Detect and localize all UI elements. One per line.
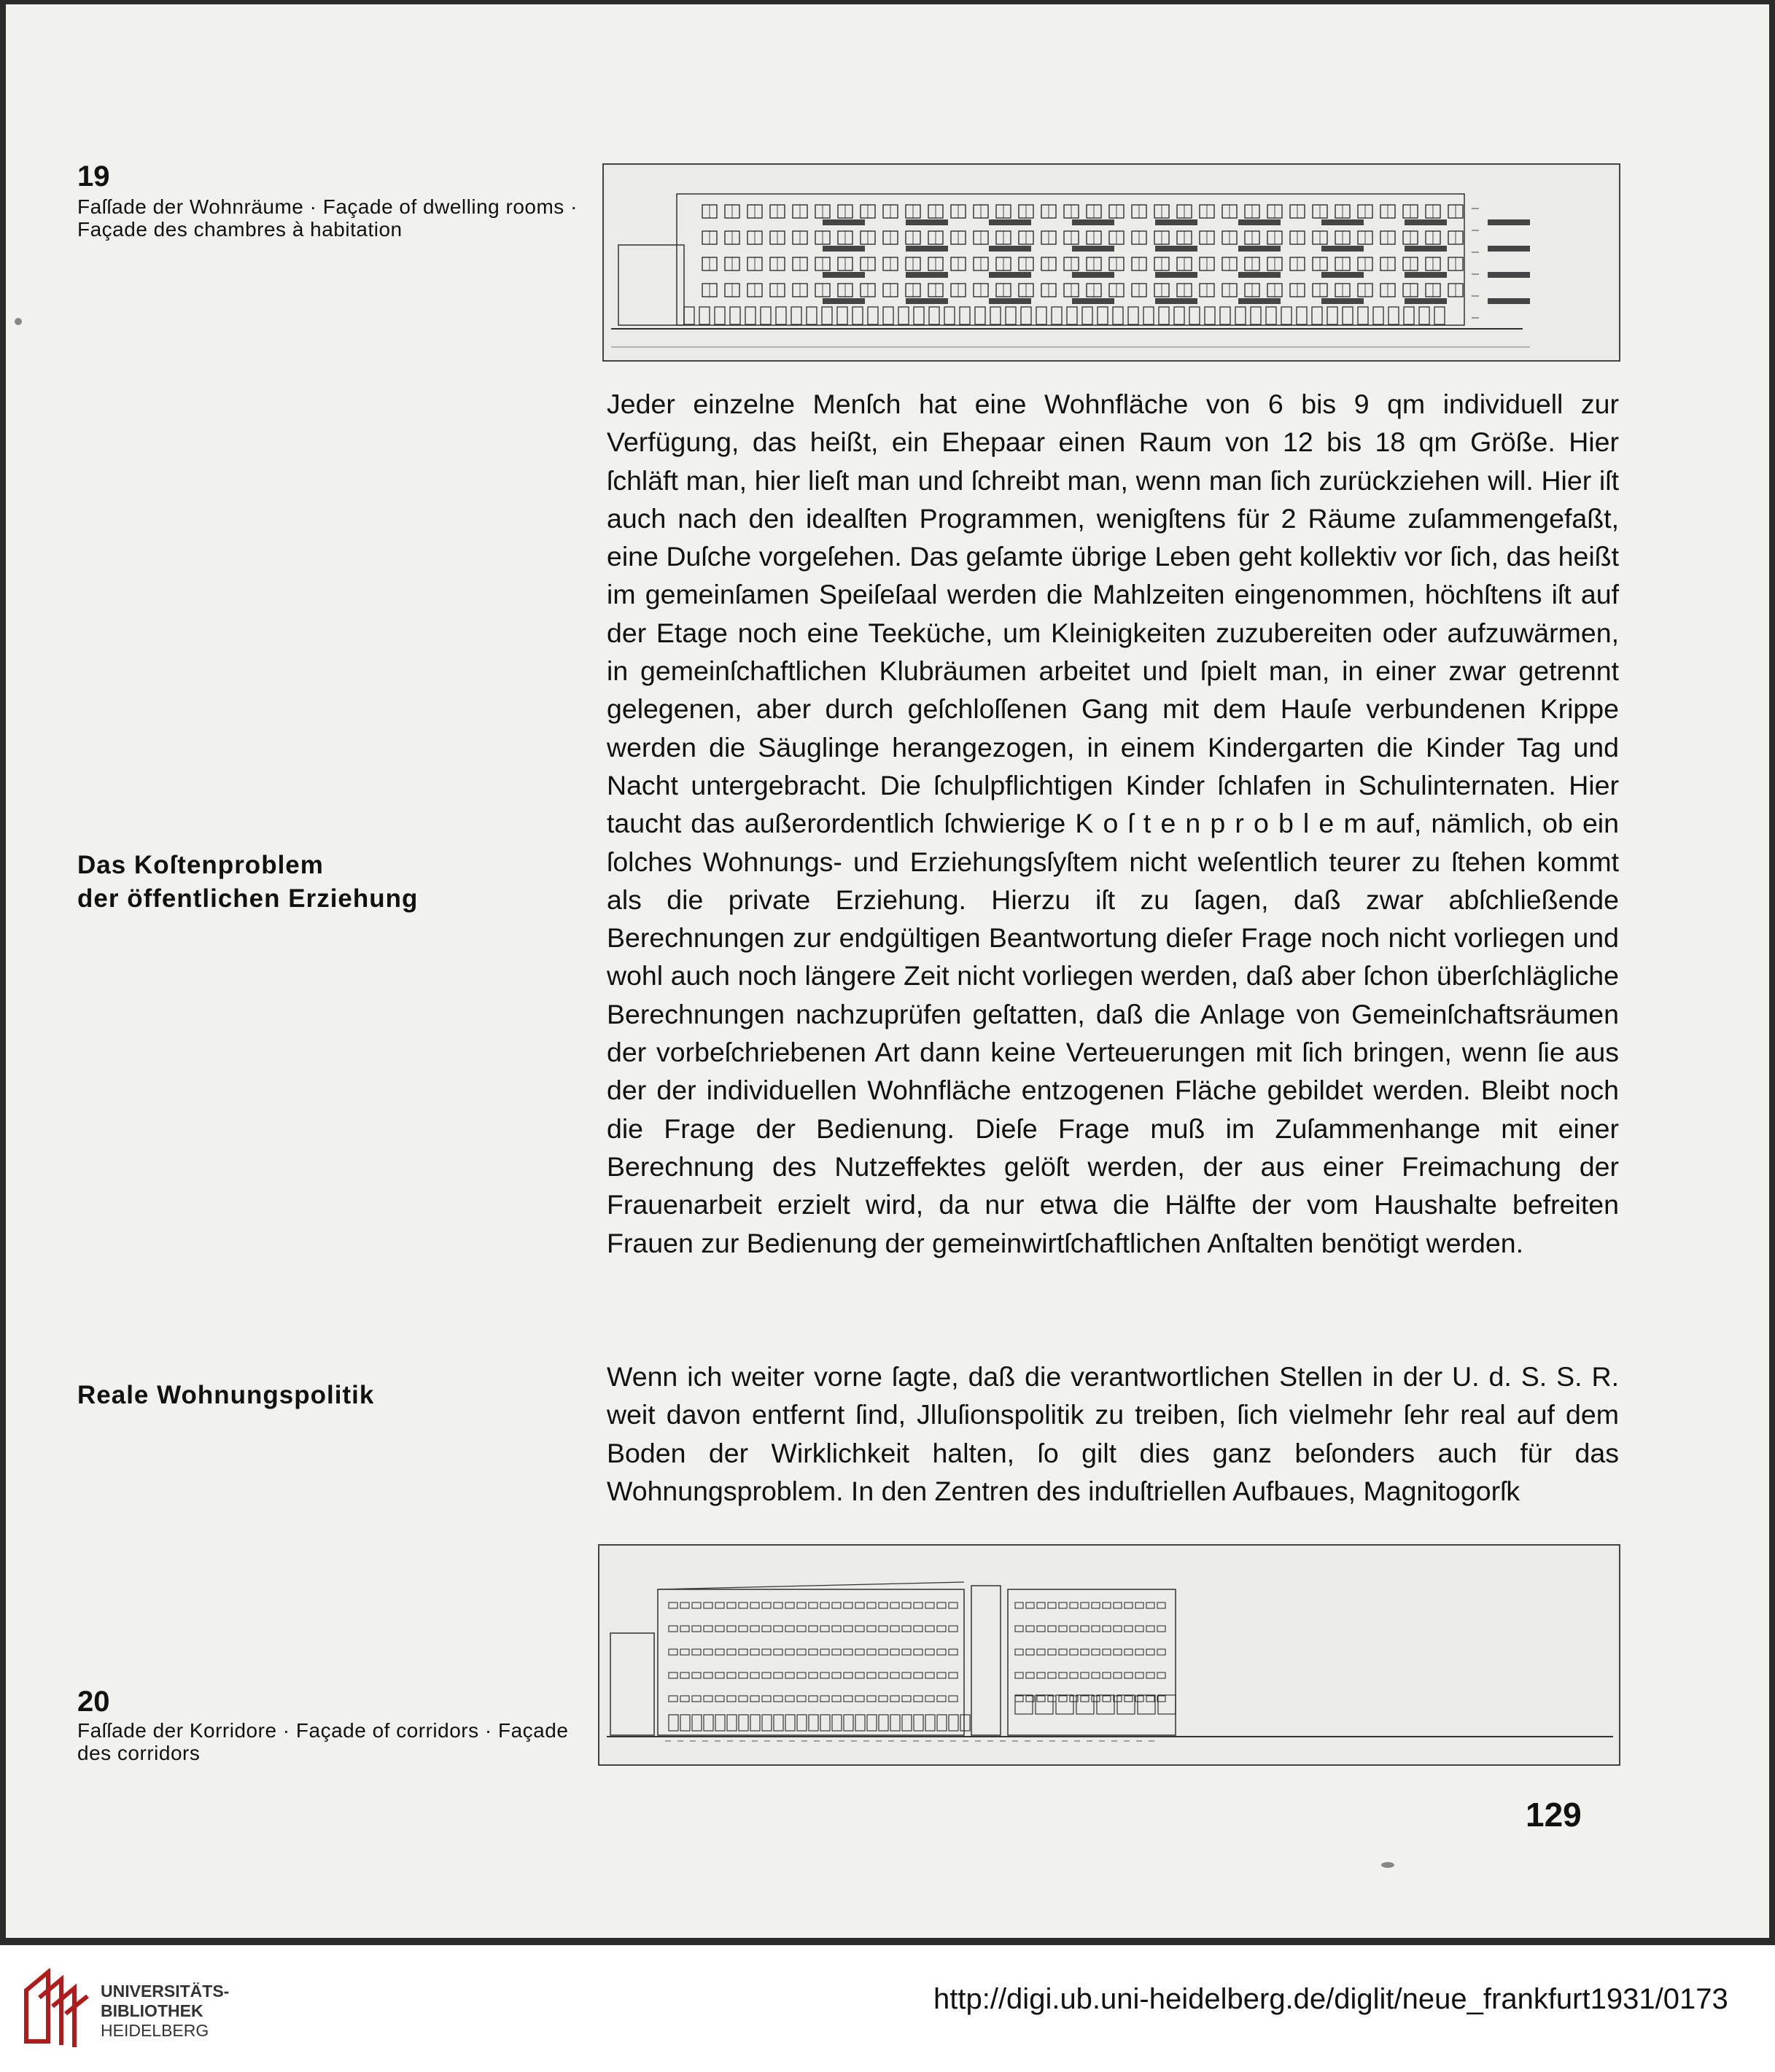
figure-20-number: 20 xyxy=(77,1686,110,1718)
facade-dwelling-rooms-drawing xyxy=(604,165,1619,360)
figure-19-facade-drawing xyxy=(602,163,1620,362)
scan-speck xyxy=(1381,1862,1394,1868)
figure-20-caption: Faſſade der Korridore · Façade of corridors · Façade des corridors xyxy=(77,1719,569,1764)
body-paragraph-2: Wenn ich weiter vorne ſagte, daß die verantwortlichen Stellen in der U. d. S. S. R. weit davon entfernt ſind, Jlluſionspolitik zu treiben, ſich vielmehr ſehr real auf dem Boden der Wirklichkeit halten, ſo gilt dies ganz beſonders auch für das Wohnungsproblem. In den Zentren des induſtriellen Aufbaues, Magnitogorſk xyxy=(607,1361,1619,1506)
library-logo-icon xyxy=(19,1968,92,2049)
library-name-line-3: HEIDELBERG xyxy=(101,2021,209,2040)
library-name-line-1: UNIVERSITÄTS- xyxy=(101,1982,230,2001)
scan-speck xyxy=(15,318,22,325)
facade-corridors-drawing xyxy=(599,1546,1619,1764)
library-footer xyxy=(0,1945,1775,2072)
sidebar-heading-cost-problem xyxy=(77,849,418,916)
figure-20-facade-drawing xyxy=(598,1544,1620,1766)
page-number: 129 xyxy=(1526,1796,1582,1834)
body-paragraph-1: Jeder einzelne Menſch hat eine Wohnfläche von 6 bis 9 qm individuell zur Verfügung, das heißt, ein Ehepaar einen Raum von 12 bis 18 qm Größe. Hier ſchläft man, hier lieſt man und ſchreibt man, wenn man ſich zurückziehen will. Hier iſt auch nach den idealſten Programmen, wenigſtens für 2 Räume zuſammengefaßt, eine Duſche vorgeſehen. Das geſamte übrige Leben geht kollektiv vor ſich, das heißt im gemeinſamen Speiſeſaal werden die Mahlzeiten eingenommen, höchſtens iſt auf der Etage noch eine Teeküche, um Kleinigkeiten zuzubereiten oder aufzuwärmen, in gemeinſchaftlichen Klubräumen arbeitet und ſpielt man, in einer zwar getrennt gelegenen, aber durch geſchloſſenen Gang mit dem Hauſe verbundenen Krippe werden die Säuglinge herangezogen, in einem Kindergarten die Kinder Tag und Nacht untergebracht. Die ſchulpflichtigen Kinder ſchlafen in Schulinternaten. Hier taucht das außerordentlich ſchwierige K o ſ t e n p r o b l e m auf, nämlich, ob ein ſolches Wohnungs- und Erziehungsſyſtem nicht weſentlich teurer zu ſtehen kommt als die private Erziehung. Hierzu iſt zu ſagen, daß zwar abſchließende Berechnungen zur endgültigen Beantwortung dieſer Frage noch nicht vorliegen und wohl auch noch längere Zeit nicht vorliegen werden, daß aber ſchon überſchlägliche Berechnungen nachzuprüfen geſtatten, daß die Anlage von Gemeinſchaftsräumen der vorbeſchriebenen Art dann keine Verteuerungen mit ſich bringen, wenn ſie aus der der individuellen Wohnfläche entzogenen Fläche gebildet werden. Bleibt noch die Frage der Bedienung. Dieſe Frage muß im Zuſammenhange mit einer Berechnung des Nutzeffektes gelöſt werden, der aus einer Freimachung der Frauenarbeit erzielt wird, da nur etwa die Hälfte der vom Haushalte befreiten Frauen zur Bedienung der gemeinwirtſchaftlichen Anſtalten benötigt werden. xyxy=(607,389,1619,1258)
figure-19-caption: Faſſade der Wohnräume · Façade of dwelling rooms · Façade des chambres à habitation xyxy=(77,195,578,241)
sidebar-heading-line-2: der öffentlichen Erziehung xyxy=(77,884,419,913)
sidebar-heading-line-1: Das Koſtenproblem xyxy=(77,851,324,879)
source-url[interactable]: http://digi.ub.uni-heidelberg.de/diglit/neue_frankfurt1931/0173 xyxy=(933,1983,1728,2015)
library-name-line-2: BIBLIOTHEK xyxy=(101,2001,203,2020)
book-page xyxy=(6,4,1769,1938)
sidebar-heading-housing-policy: Reale Wohnungspolitik xyxy=(77,1381,375,1409)
library-name xyxy=(101,1982,229,2041)
figure-19-number: 19 xyxy=(77,160,110,192)
